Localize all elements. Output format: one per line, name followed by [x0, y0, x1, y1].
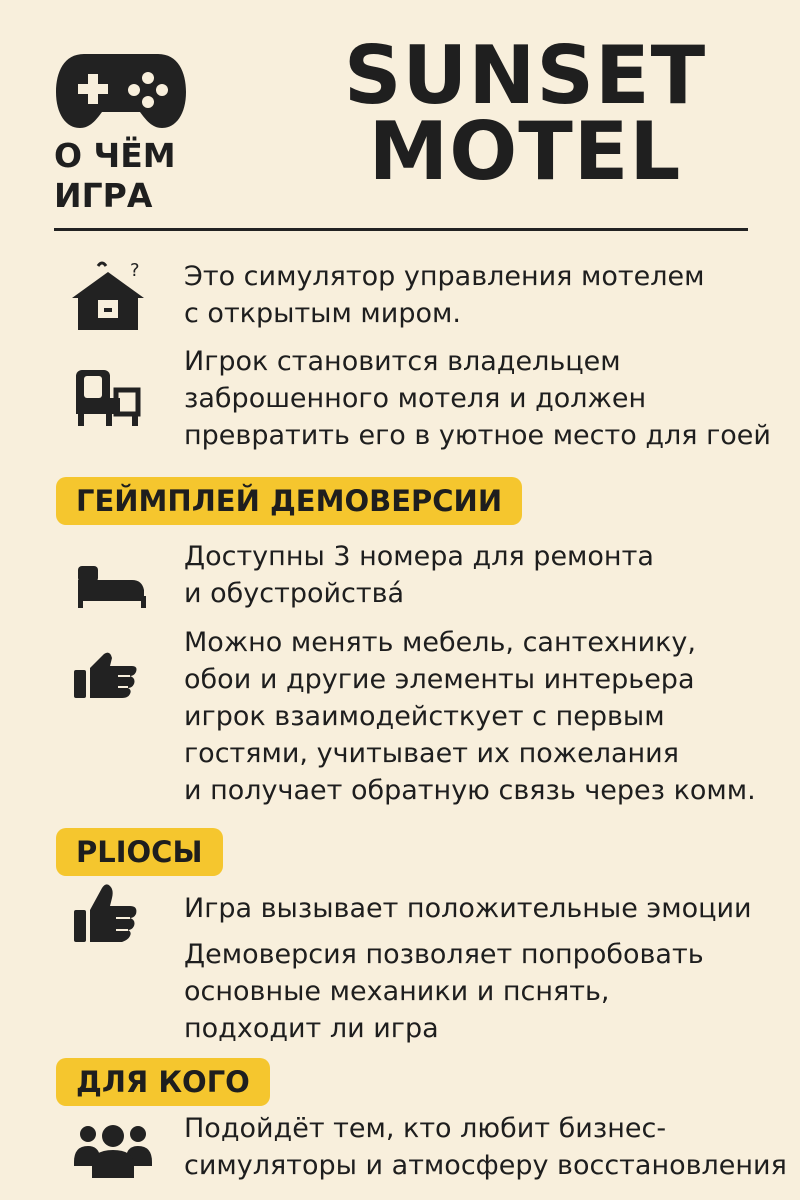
text-line: Демоверсия позволяет попробовать — [184, 939, 704, 970]
page-title — [270, 29, 780, 198]
divider — [54, 228, 748, 231]
text-line: и получает обратную связь через комм. — [184, 775, 756, 806]
about-label-line: О ЧЁМ — [54, 136, 176, 175]
house-icon — [68, 256, 148, 334]
audience-item-text — [184, 1110, 787, 1184]
thumbs-up-icon — [74, 882, 138, 946]
pros-item-text — [184, 936, 704, 1047]
text-line: Можно менять мебель, сантехнику, — [184, 627, 696, 658]
text-line: заброшенного мотеля и должен — [184, 383, 647, 414]
text-line: и обустройства́ — [184, 578, 405, 609]
title-line: MOTEL — [368, 105, 682, 198]
gameplay-item-text — [184, 624, 756, 809]
hand-icon — [74, 650, 138, 702]
about-label — [54, 136, 234, 216]
text-line: основные механики и пcнять, — [184, 976, 610, 1007]
text-line: с открытым миром. — [184, 298, 461, 329]
about-item-text — [184, 343, 771, 454]
section-heading-audience: ДЛЯ КОГО — [56, 1058, 270, 1106]
about-label-line: ИГРА — [54, 176, 153, 215]
text-line: превратить его в уютное место для гоей — [184, 420, 771, 451]
pros-item-text — [184, 890, 752, 927]
gamepad-icon — [56, 48, 186, 128]
section-heading-pros: PLIOCЫ — [56, 828, 223, 876]
text-line: гостями, учитывает их пожелания — [184, 738, 679, 769]
section-heading-gameplay: ГЕЙМПЛЕЙ ДЕМОВЕРСИИ — [56, 477, 522, 525]
bed-icon — [76, 560, 148, 608]
title-line: SUNSET — [343, 29, 707, 122]
armchair-icon — [72, 368, 144, 428]
text-line: Это симулятор управления мотелем — [184, 261, 705, 292]
text-line: Подойдёт тем, кто любит бизнес- — [184, 1113, 667, 1144]
text-line: подходит ли игра — [184, 1013, 439, 1044]
text-line: симуляторы и атмосферу восстановления — [184, 1150, 787, 1181]
text-line: обои и другие элементы интерьера — [184, 664, 695, 695]
people-icon — [74, 1122, 152, 1178]
text-line: игрок взаимодейсткует с первым — [184, 701, 665, 732]
svg-text:?: ? — [130, 260, 140, 281]
text-line: Доступны 3 номера для ремонта — [184, 541, 654, 572]
text-line: Игрок становится владельцем — [184, 346, 621, 377]
gameplay-item-text — [184, 538, 654, 612]
text-line: Игра вызывает положительные эмоции — [184, 893, 752, 924]
about-item-text — [184, 258, 704, 332]
